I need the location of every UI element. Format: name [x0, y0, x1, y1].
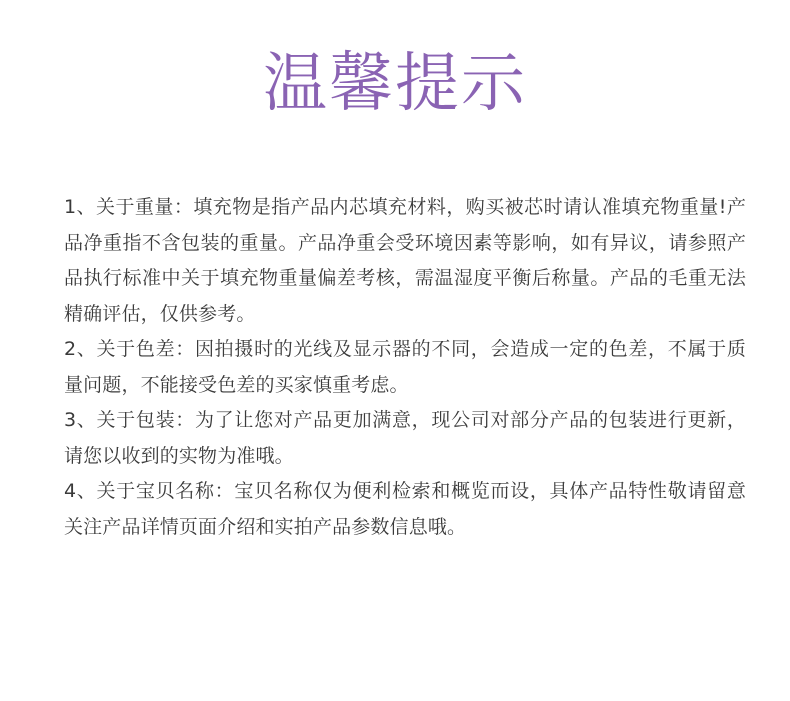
- notice-item-product-name: 4、关于宝贝名称：宝贝名称仅为便利检索和概览而设，具体产品特性敬请留意关注产品详情页面介绍和实拍产品参数信息哦。: [64, 480, 746, 538]
- notice-list: [64, 190, 746, 545]
- notice-item-weight: 1、关于重量：填充物是指产品内芯填充材料，购买被芯时请认准填充物重量!产品净重指不含包装的重量。产品净重会受环境因素等影响，如有异议，请参照产品执行标准中关于填充物重量偏差考核，需温湿度平衡后称量。产品的毛重无法精确评估，仅供参考。: [64, 196, 746, 325]
- page-title: 温馨提示: [263, 47, 527, 121]
- notice-item-packaging: 3、关于包装：为了让您对产品更加满意，现公司对部分产品的包装进行更新，请您以收到的实物为准哦。: [64, 409, 746, 467]
- notice-item-color-difference: 2、关于色差：因拍摄时的光线及显示器的不同，会造成一定的色差，不属于质量问题，不能接受色差的买家慎重考虑。: [64, 338, 746, 396]
